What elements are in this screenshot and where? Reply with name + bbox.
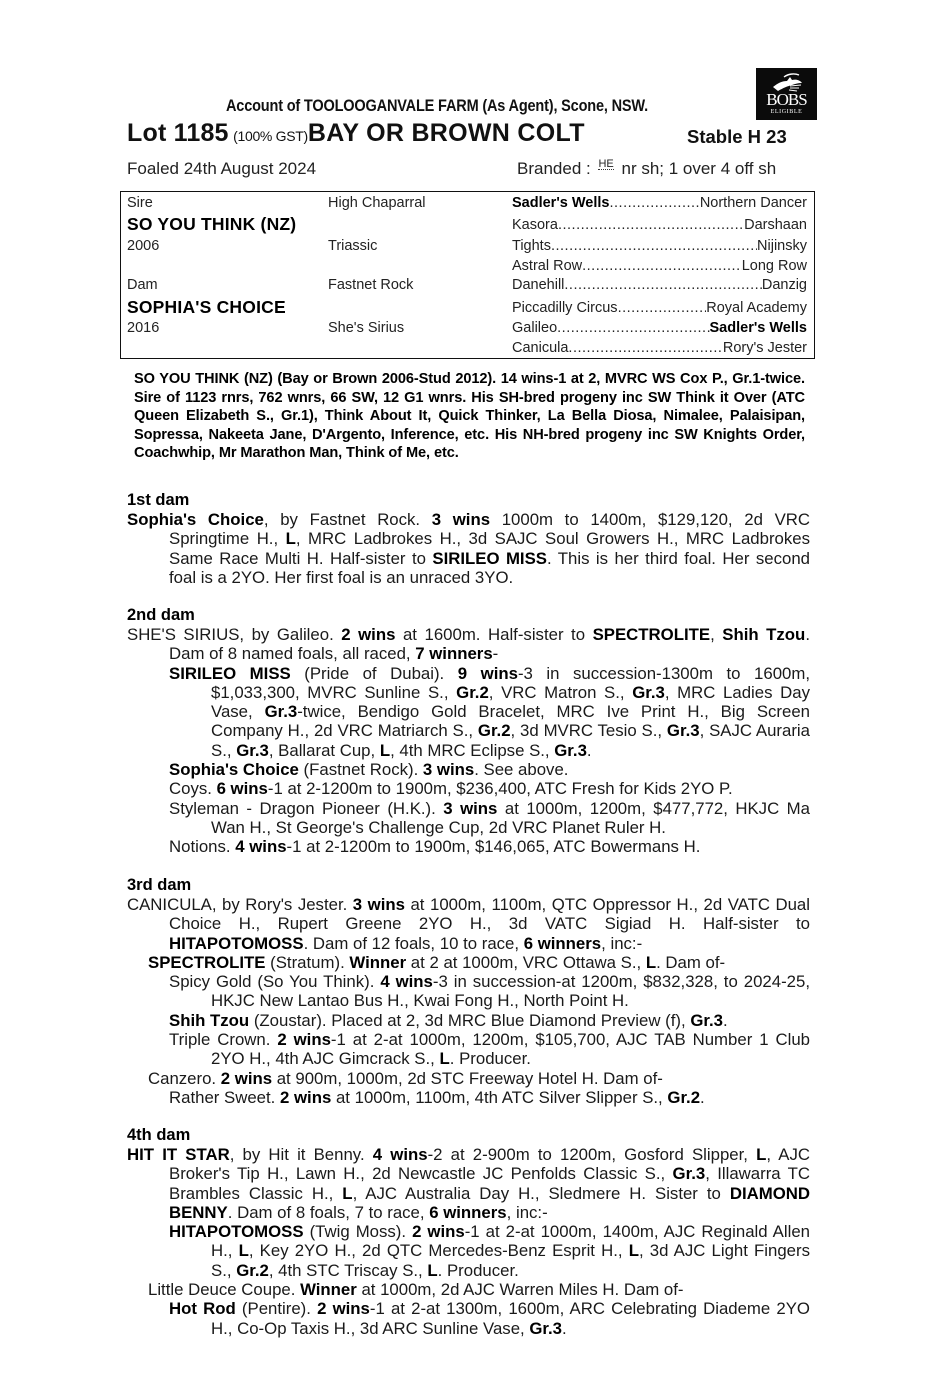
dam-year: 2016 bbox=[127, 320, 160, 336]
logo-subtitle: ELIGIBLE bbox=[770, 109, 803, 115]
section-heading: 3rd dam bbox=[127, 876, 192, 894]
grandsire-paternal: High Chaparral bbox=[328, 195, 426, 211]
dam-section-3 bbox=[127, 876, 810, 1107]
branded-details: nr sh; 1 over 4 off sh bbox=[621, 159, 777, 178]
dam-section-2 bbox=[127, 606, 810, 857]
lot-title bbox=[127, 119, 585, 151]
sire-label: Sire bbox=[127, 195, 153, 211]
section-heading: 2nd dam bbox=[127, 606, 195, 624]
dam-name: SOPHIA'S CHOICE bbox=[127, 297, 286, 317]
entries bbox=[127, 510, 810, 587]
pedigree-entry: Hot Rod (Pentire). 2 wins-1 at 2-at 1300m, 1600m, ARC Celebrating Diademe 2YO H., Co-Op Taxis H., 3d ARC Sunline Vase, Gr.3. bbox=[169, 1299, 810, 1338]
pedigree-entry: SIRILEO MISS (Pride of Dubai). 9 wins-3 in succession-1300m to 1600m, $1,033,300, MVRC Sunline S., Gr.2, VRC Matron S., Gr.3, MRC Ladies Day Vase, Gr.3-twice, Bendigo Gold Bracelet, MRC Ive Print H., Big Screen Company H., 2d VRC Matriarch S., Gr.2, 3d MVRC Tesio S., Gr.3, SAJC Auraria S., Gr.3, Ballarat Cup, L, 4th MRC Eclipse S., Gr.3. bbox=[169, 663, 811, 760]
ancestor-row: Kasora ..... Darshaan bbox=[512, 217, 807, 233]
pedigree-entry: SPECTROLITE (Stratum). Winner at 2 at 1000m, VRC Ottawa S., L. Dam of- bbox=[148, 952, 726, 972]
brand-mark-icon: HE bbox=[598, 158, 614, 170]
pedigree-entry: Notions. 4 wins-1 at 2-1200m to 1900m, $146,065, ATC Bowermans H. bbox=[169, 837, 701, 857]
foaled-date: Foaled 24th August 2024 bbox=[127, 159, 317, 178]
pedigree-entry: Sophia's Choice (Fastnet Rock). 3 wins. See above. bbox=[169, 760, 569, 780]
grandsire-maternal: Fastnet Rock bbox=[328, 277, 414, 293]
logo-title: BOBS bbox=[766, 90, 807, 109]
entries bbox=[127, 1145, 810, 1338]
pedigree-entry: Little Deuce Coupe. Winner at 1000m, 2d AJC Warren Miles H. Dam of- bbox=[148, 1280, 684, 1300]
pedigree-entry: HIT IT STAR, by Hit it Benny. 4 wins-2 at 2-900m to 1200m, Gosford Slipper, L, AJC Broker's Tip H., Lawn H., 2d Newcastle JC Penfolds Classic S., Gr.3, Illawarra TC Brambles Classic H., L, AJC Australia Day H., Sledmere H. Sister to DIAMOND BENNY. Dam of 8 foals, 7 to race, 6 winners, inc:- bbox=[127, 1145, 811, 1222]
ancestor-row: Danehill ..... Danzig bbox=[512, 277, 807, 293]
pedigree-entry: Styleman - Dragon Pioneer (H.K.). 3 wins at 1000m, 1200m, $477,772, HKJC Ma Wan H., St George's Challenge Cup, 2d VRC Planet Ruler H. bbox=[169, 798, 810, 837]
lot-number: Lot 1185 bbox=[127, 119, 229, 147]
ancestor-row: Astral Row ..... Long Row bbox=[512, 258, 807, 274]
sire-name: SO YOU THINK (NZ) bbox=[127, 214, 297, 234]
sire-year: 2006 bbox=[127, 238, 160, 254]
dam-section-4 bbox=[127, 1126, 810, 1338]
pedigree-entry: Sophia's Choice, by Fastnet Rock. 3 wins 1000m to 1400m, $129,120, 2d VRC Springtime H., L, MRC Ladbrokes H., 3d SAJC Soul Growers H., MRC Ladbrokes Same Race Multi H. Half-sister to SIRILEO MISS. This is her third foal. Her second foal is a 2YO. Her first foal is an unraced 3YO. bbox=[127, 510, 811, 587]
granddam-paternal: Triassic bbox=[328, 238, 378, 254]
pedigree-entry: HITAPOTOMOSS (Twig Moss). 2 wins-1 at 2-at 1000m, 1400m, AJC Reginald Allen H., L, Key 2YO H., 2d QTC Mercedes-Benz Esprit H., L, 3d AJC Light Fingers S., Gr.2, 4th STC Triscay S., L. Producer. bbox=[169, 1222, 810, 1280]
entries bbox=[127, 625, 810, 857]
ancestor-row: Tights ..... Nijinsky bbox=[512, 238, 807, 254]
granddam-maternal: She's Sirius bbox=[328, 320, 405, 336]
pedigree-entry: Shih Tzou (Zoustar). Placed at 2, 3d MRC Blue Diamond Preview (f), Gr.3. bbox=[169, 1010, 728, 1030]
horse-description: BAY OR BROWN COLT bbox=[307, 119, 585, 147]
pedigree-entry: Triple Crown. 2 wins-1 at 2-at 1000m, 1200m, $105,700, AJC TAB Number 1 Club 2YO H., 4th AJC Gimcrack S., L. Producer. bbox=[169, 1030, 810, 1069]
pedigree-entry: Canzero. 2 wins at 900m, 1000m, 2d STC Freeway Hotel H. Dam of- bbox=[148, 1068, 663, 1088]
ancestor-row: Sadler's Wells ..... Northern Dancer bbox=[512, 195, 807, 211]
gst-note: (100% GST) bbox=[233, 128, 308, 144]
entries bbox=[127, 895, 810, 1107]
ancestor-row: Galileo ..... Sadler's Wells bbox=[512, 320, 807, 336]
ancestor-row: Canicula ..... Rory's Jester bbox=[512, 340, 807, 356]
sire-biography: SO YOU THINK (NZ) (Bay or Brown 2006-Stud 2012). 14 wins-1 at 2, MVRC WS Cox P., Gr.1-twice. Sire of 1123 rnrs, 762 wnrs, 66 SW, 12 G1 wnrs. His SH-bred progeny inc SW Think it Over (ATC Queen Elizabeth S., Gr.1), Think About It, Quick Thinker, La Bella Diosa, Nimalee, Palaisipan, Sopressa, Nakeeta Jane, D'Argento, Inference, etc. His NH-bred progeny inc SW Knights Order, Coachwhip, Mr Marathon Man, Think of Me, etc. bbox=[134, 371, 805, 461]
pedigree-entry: Spicy Gold (So You Think). 4 wins-3 in succession-at 1200m, $832,328, to 2024-25, HKJC New Lantao Bus H., Kwai Fong H., North Point H. bbox=[169, 972, 810, 1011]
vendor-account: Account of TOOLOOGANVALE FARM (As Agent), Scone, NSW. bbox=[226, 97, 648, 115]
dam-section-1 bbox=[127, 491, 810, 587]
dam-label: Dam bbox=[127, 277, 158, 293]
section-heading: 1st dam bbox=[127, 491, 190, 509]
pedigree-entry: Rather Sweet. 2 wins at 1000m, 1100m, 4th ATC Silver Slipper S., Gr.2. bbox=[169, 1087, 705, 1107]
branded-label: Branded : bbox=[517, 159, 591, 178]
pedigree-entry: Coys. 6 wins-1 at 2-1200m to 1900m, $236,400, ATC Fresh for Kids 2YO P. bbox=[169, 779, 733, 799]
stable-location: Stable H 23 bbox=[687, 126, 787, 147]
pedigree-entry: CANICULA, by Rory's Jester. 3 wins at 1000m, 1100m, QTC Oppressor H., 2d VATC Dual Choice H., Rupert Greene 2YO H., 3d VATC Sigiad H. Half-sister to HITAPOTOMOSS. Dam of 12 foals, 10 to race, 6 winners, inc:- bbox=[127, 895, 810, 953]
bobs-eligible-logo bbox=[756, 68, 817, 120]
section-heading: 4th dam bbox=[127, 1126, 191, 1144]
ancestor-row: Piccadilly Circus ..... Royal Academy bbox=[512, 300, 807, 316]
brand-info bbox=[517, 159, 776, 179]
pedigree-entry: SHE'S SIRIUS, by Galileo. 2 wins at 1600m. Half-sister to SPECTROLITE, Shih Tzou. Dam of 8 named foals, all raced, 7 winners- bbox=[127, 625, 810, 664]
